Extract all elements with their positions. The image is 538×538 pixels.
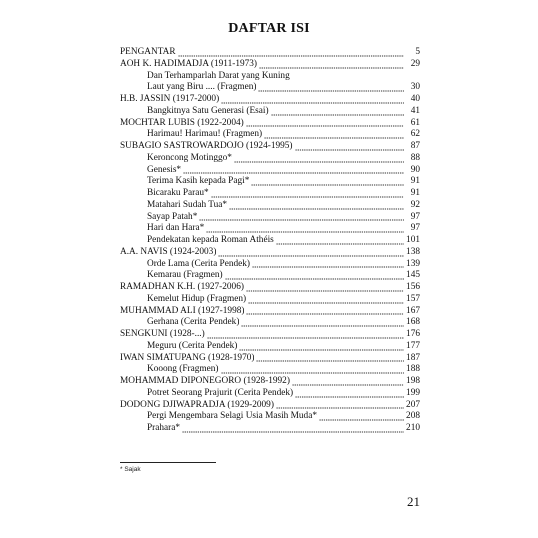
dot-leader <box>252 266 404 268</box>
toc-entry-work <box>120 411 420 423</box>
toc-entry-page: 188 <box>406 364 420 375</box>
toc-entry-title: Kemarau (Fragmen) <box>147 270 223 281</box>
toc-entry-work <box>120 165 420 177</box>
toc-entry-author <box>120 329 420 341</box>
toc-entry-work <box>120 200 420 212</box>
toc-entry-title: Meguru (Cerita Pendek) <box>147 340 238 351</box>
toc-entry-title: Prahara* <box>147 423 181 433</box>
toc-entry-title: Matahari Sudah Tua* <box>147 199 228 210</box>
toc-entry-title: PENGANTAR <box>120 47 176 57</box>
toc-entry-page: 167 <box>406 305 420 316</box>
toc-entry-title: SENGKUNI (1928-...) <box>120 329 205 339</box>
page-title: DAFTAR ISI <box>228 21 310 36</box>
toc-entry-author <box>120 47 420 59</box>
toc-entry-page: 41 <box>410 105 420 116</box>
toc-entry-page: 90 <box>410 164 420 175</box>
toc-entry-page: 176 <box>406 329 420 339</box>
dot-leader <box>271 114 404 116</box>
toc-entry-work <box>120 176 420 188</box>
toc-entry-work <box>120 235 420 247</box>
toc-entry-work <box>120 153 420 165</box>
toc-entry-title: SUBAGIO SASTROWARDOJO (1924-1995) <box>120 141 293 151</box>
dot-leader <box>246 125 404 127</box>
dot-leader <box>259 67 404 69</box>
page-number: 21 <box>407 494 420 509</box>
toc-entry-title: Dan Terhamparlah Darat yang Kuning <box>147 70 290 81</box>
toc-entry-author <box>120 247 420 259</box>
toc-entry-title: Hari dan Hara* <box>147 223 205 234</box>
toc-entry-author <box>120 141 420 153</box>
dot-leader <box>178 55 404 57</box>
dot-leader <box>211 196 404 198</box>
toc-entry-author <box>120 353 420 365</box>
toc-entry-author <box>120 118 420 130</box>
dot-leader <box>182 431 404 433</box>
dot-leader <box>276 407 404 409</box>
toc-entry-title: MOHAMMAD DIPONEGORO (1928-1992) <box>120 376 290 386</box>
toc-entry-page: 187 <box>406 352 420 363</box>
toc-entry-title: IWAN SIMATUPANG (1928-1970) <box>120 352 255 363</box>
dot-leader <box>199 219 404 221</box>
toc-entry-page: 29 <box>410 58 420 69</box>
toc-entry-work <box>120 188 420 200</box>
toc-entry-title: MOCHTAR LUBIS (1922-2004) <box>120 117 244 128</box>
toc-entry-work <box>120 423 420 435</box>
dot-leader <box>251 184 404 186</box>
toc-entry-page: 5 <box>415 47 420 57</box>
dot-leader <box>239 349 404 351</box>
toc-entry-work <box>120 212 420 224</box>
dot-leader <box>319 419 404 421</box>
toc-entry-page: 139 <box>406 258 420 269</box>
toc-entry-page: 91 <box>410 188 420 198</box>
toc-entry-page: 210 <box>406 423 420 433</box>
dot-leader <box>221 102 404 104</box>
toc-entry-page: 92 <box>410 199 420 210</box>
dot-leader <box>276 243 404 245</box>
toc-entry-work <box>120 294 420 306</box>
toc-entry-page: 177 <box>406 340 420 351</box>
toc-entry-page: 101 <box>406 235 420 245</box>
toc-entry-title: MUHAMMAD ALI (1927-1998) <box>120 305 245 316</box>
toc-entry-author <box>120 376 420 388</box>
toc-entry-page: 198 <box>406 376 420 386</box>
dot-leader <box>206 231 404 233</box>
toc-entry-work <box>120 270 420 282</box>
toc-entry-title: H.B. JASSIN (1917-2000) <box>120 94 220 104</box>
toc-entry-work <box>120 317 420 329</box>
dot-leader <box>248 302 404 304</box>
toc-entry-page: 157 <box>406 293 420 304</box>
toc-entry-page: 97 <box>410 211 420 222</box>
toc-entry-work <box>120 223 420 235</box>
dot-leader <box>183 172 404 174</box>
dot-leader <box>241 325 404 327</box>
dot-leader <box>234 161 404 163</box>
toc-entry-title: Pergi Mengembara Selagi Usia Masih Muda* <box>147 411 317 422</box>
toc-entry-page: 208 <box>406 411 420 422</box>
toc-entry-title: Harimau! Harimau! (Fragmen) <box>147 129 263 140</box>
toc-entry-title: AOH K. HADIMADJA (1911-1973) <box>120 58 258 69</box>
toc-entry-title: Orde Lama (Cerita Pendek) <box>147 258 250 269</box>
toc-entry-title: Potret Seorang Prajurit (Cerita Pendek) <box>147 387 294 398</box>
toc-entry-page: 87 <box>410 141 420 151</box>
toc-entry-author <box>120 400 420 412</box>
toc-entry-page: 88 <box>410 152 420 163</box>
dot-leader <box>256 360 404 362</box>
toc-entry-page: 30 <box>410 82 420 93</box>
toc-entry-work <box>120 364 420 376</box>
toc-entry-page: 207 <box>406 399 420 410</box>
toc-entry-title: Kooong (Fragmen) <box>147 364 219 375</box>
toc-entry-title: Gerhana (Cerita Pendek) <box>147 317 240 328</box>
toc-entry-title: Bangkitnya Satu Generasi (Esai) <box>147 105 269 116</box>
toc-entry-work <box>120 341 420 353</box>
dot-leader <box>225 278 404 280</box>
toc-entry-author <box>120 306 420 318</box>
toc-entry-work <box>120 259 420 271</box>
dot-leader <box>246 290 404 292</box>
toc-entry-author <box>120 282 420 294</box>
table-of-contents <box>120 47 420 435</box>
toc-entry-title: Bicaraku Parau* <box>147 188 209 198</box>
toc-entry-work <box>120 82 420 94</box>
toc-entry-title: Sayap Patah* <box>147 211 198 222</box>
toc-entry-title: RAMADHAN K.H. (1927-2006) <box>120 282 244 292</box>
toc-entry-title: A.A. NAVIS (1924-2003) <box>120 246 217 257</box>
toc-entry-page: 145 <box>406 270 420 281</box>
toc-entry-work <box>120 106 420 118</box>
toc-entry-page: 97 <box>410 223 420 234</box>
toc-entry-page: 91 <box>410 176 420 187</box>
toc-entry-title: Terima Kasih kepada Pagi* <box>147 176 250 187</box>
dot-leader <box>207 337 404 339</box>
toc-entry-work <box>120 129 420 141</box>
toc-entry-page: 138 <box>406 246 420 257</box>
toc-entry-work <box>120 71 420 83</box>
dot-leader <box>292 384 404 386</box>
toc-entry-title: Genesis* <box>147 164 182 175</box>
toc-entry-page: 61 <box>410 117 420 128</box>
toc-entry-title: Laut yang Biru .... (Fragmen) <box>147 82 257 93</box>
dot-leader <box>264 137 404 139</box>
footnote: * Sajak <box>120 466 141 473</box>
toc-entry-page: 62 <box>410 129 420 140</box>
dot-leader <box>229 208 404 210</box>
dot-leader <box>218 255 404 257</box>
toc-entry-page: 40 <box>410 94 420 104</box>
toc-entry-title: Pendekatan kepada Roman Athéis <box>147 235 274 245</box>
toc-entry-title: Keroncong Motinggo* <box>147 152 232 163</box>
toc-entry-author <box>120 94 420 106</box>
dot-leader <box>246 313 404 315</box>
toc-entry-title: DODONG DJIWAPRADJA (1929-2009) <box>120 399 274 410</box>
toc-entry-title: Kemelut Hidup (Fragmen) <box>147 293 247 304</box>
toc-entry-page: 156 <box>406 282 420 292</box>
toc-entry-author <box>120 59 420 71</box>
dot-leader <box>221 372 404 374</box>
toc-entry-page: 168 <box>406 317 420 328</box>
dot-leader <box>295 149 404 151</box>
toc-entry-page: 199 <box>406 387 420 398</box>
dot-leader <box>258 90 404 92</box>
toc-entry-work <box>120 388 420 400</box>
footnote-divider <box>120 462 216 463</box>
dot-leader <box>295 396 404 398</box>
